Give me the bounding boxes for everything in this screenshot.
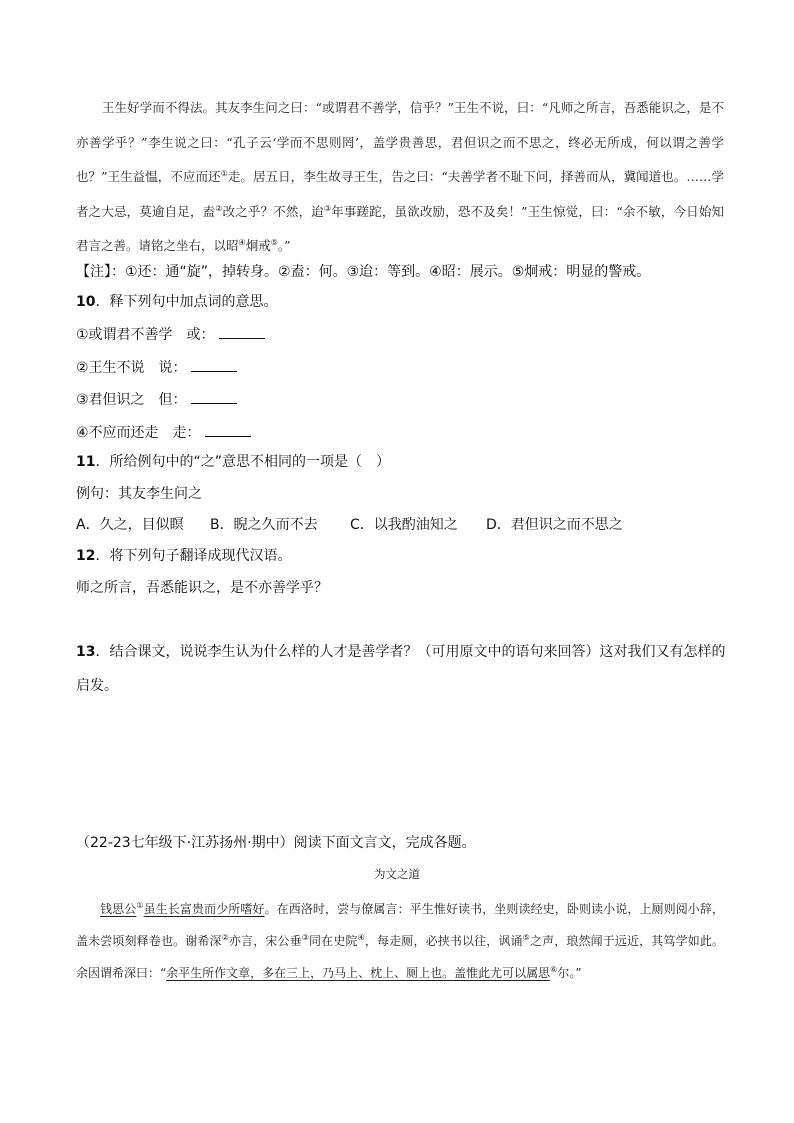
answer-blank[interactable] bbox=[191, 357, 237, 372]
section-2-source: （22-23七年级下·江苏扬州·期中）阅读下面文言文，完成各题。 bbox=[76, 835, 476, 851]
question-11-options bbox=[76, 515, 623, 535]
passage-wei-wen-zhi-dao: 钱思公①虽生长富贵而少所嗜好。在西洛时，尝与僚属言：平生惟好读书，坐则读经史，卧则读小说，上厕则阅小辞，盖未尝顷刻释卷也。谢希深②亦言，宋公垂③同在史院④，每走厕，必挟书以往，讽诵⑤之声，琅然闻于远近，其笃学如此。余因谓希深曰：“余平生所作文章，多在三上，乃马上、枕上、厕上也。盖惟此尤可以属思⑥尔。” bbox=[76, 901, 724, 980]
option-a[interactable]: A．久之，目似瞑 bbox=[76, 517, 184, 533]
question-10-item: ④不应而还走 走： bbox=[76, 422, 251, 443]
question-10-item: ③君但识之 但： bbox=[76, 389, 237, 410]
question-10-item: ①或谓君不善学 或： bbox=[76, 324, 265, 345]
passage-wang-sheng: 王生好学而不得法。其友李生问之曰：“或谓君不善学，信乎？”王生不说，曰：“凡师之所言，吾悉能识之，是不亦善学乎？”李生说之曰：“孔子云‘学而不思则罔’，盖学贵善思，君但识之而不思之，终必无所成，何以谓之善学也？”王生益愠，不应而还①走。居五日，李生故寻王生，告之曰：“夫善学者不耻下问，择善而从，冀闻道也。……学者之大忌，莫逾自足，盍②改之乎？不然，迨③年事蹉跎，虽欲改励，恐不及矣！”王生惊觉，曰：“余不敏，今日始知君言之善。请铭之坐右，以昭④炯戒⑤。” bbox=[76, 100, 724, 253]
annotation-note: 【注】：①还：通“旋”，掉转身。②盍：何。③迨：等到。④昭：展示。⑤炯戒：明显的警戒。 bbox=[76, 264, 651, 280]
question-13: 13．结合课文，说说李生认为什么样的人才是善学者？（可用原文中的语句来回答）这对我们又有怎样的启发。 bbox=[76, 644, 726, 694]
option-d[interactable]: D．君但识之而不思之 bbox=[486, 517, 623, 533]
question-12-title: 12．将下列句子翻译成现代汉语。 bbox=[76, 548, 292, 564]
answer-blank[interactable] bbox=[219, 324, 265, 339]
option-b[interactable]: B．睨之久而不去 bbox=[210, 517, 318, 533]
question-12-sentence: 师之所言，吾悉能识之，是不亦善学乎？ bbox=[76, 580, 328, 596]
section-2-title: 为文之道 bbox=[374, 867, 420, 881]
question-10-title: 10．释下列句中加点词的意思。 bbox=[76, 294, 278, 310]
question-10-item: ②王生不说 说： bbox=[76, 357, 237, 378]
question-11-example: 例句：其友李生问之 bbox=[76, 486, 202, 502]
question-11-title: 11．所给例句中的“之”意思不相同的一项是（ ） bbox=[76, 454, 390, 470]
answer-blank[interactable] bbox=[191, 389, 237, 404]
option-c[interactable]: C．以我酌油知之 bbox=[350, 517, 458, 533]
answer-blank[interactable] bbox=[205, 422, 251, 437]
